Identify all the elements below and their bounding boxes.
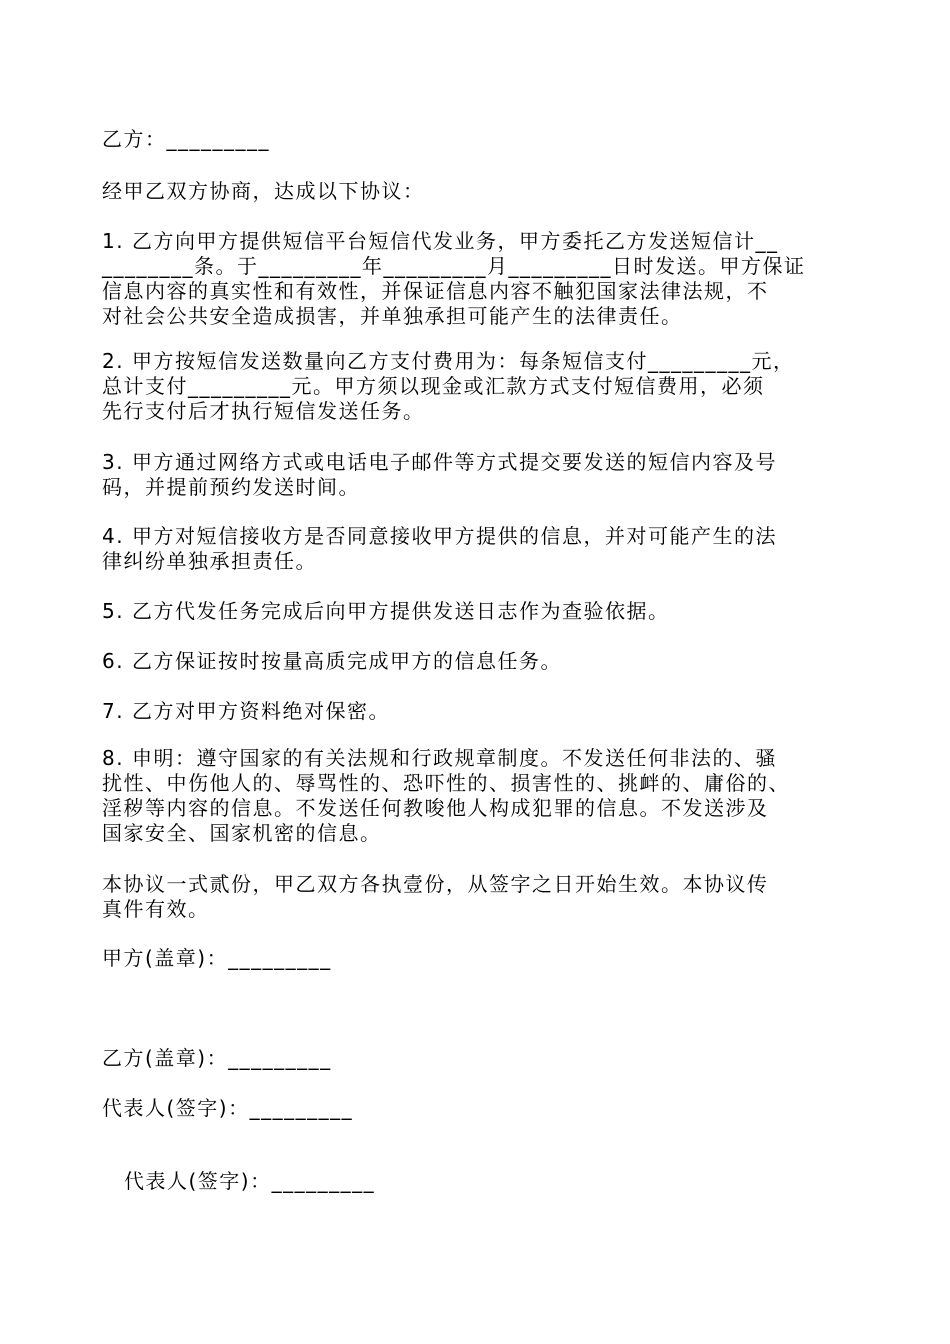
representative-signature-field: 代表人(签字)：_________ [102, 1096, 354, 1120]
clause-line: 1. 乙方向甲方提供短信平台短信代发业务，甲方委托乙方发送短信计__ [102, 229, 779, 253]
clause-line: 国家安全、国家机密的信息。 [102, 821, 382, 845]
closing-line: 本协议一式贰份，甲乙双方各执壹份，从签字之日开始生效。本协议传 [102, 872, 769, 896]
clause-line: 对社会公共安全造成损害，并单独承担可能产生的法律责任。 [102, 304, 683, 328]
agreement-intro: 经甲乙双方协商，达成以下协议： [102, 179, 425, 203]
closing-line: 真件有效。 [102, 897, 210, 921]
clause-line: 律纠纷单独承担责任。 [102, 549, 317, 573]
clause-line: 7. 乙方对甲方资料绝对保密。 [102, 699, 390, 723]
party-b-seal-field: 乙方(盖章)：_________ [102, 1046, 332, 1070]
clause-line: 4. 甲方对短信接收方是否同意接收甲方提供的信息，并对可能产生的法 [102, 524, 777, 548]
clause-line: 8. 申明：遵守国家的有关法规和行政规章制度。不发送任何非法的、骚 [102, 746, 777, 770]
clause-line: 6. 乙方保证按时按量高质完成甲方的信息任务。 [102, 649, 562, 673]
clause-line: 3. 甲方通过网络方式或电话电子邮件等方式提交要发送的短信内容及号 [102, 450, 777, 474]
clause-line: ________条。于_________年_________月_________日时发送。甲方保证 [102, 254, 806, 278]
clause-line: 信息内容的真实性和有效性，并保证信息内容不触犯国家法律法规，不 [102, 279, 769, 303]
party-b-header: 乙方：_________ [102, 127, 270, 151]
clause-line: 5. 乙方代发任务完成后向甲方提供发送日志作为查验依据。 [102, 599, 670, 623]
clause-line: 2. 甲方按短信发送数量向乙方支付费用为：每条短信支付_________元， [102, 349, 795, 373]
clause-line: 码，并提前预约发送时间。 [102, 475, 360, 499]
clause-line: 总计支付_________元。甲方须以现金或汇款方式支付短信费用，必须 [102, 374, 765, 398]
clause-line: 先行支付后才执行短信发送任务。 [102, 399, 425, 423]
representative-signature-field-2: 代表人(签字)：_________ [124, 1169, 376, 1193]
clause-line: 扰性、中伤他人的、辱骂性的、恐吓性的、损害性的、挑衅的、庸俗的、 [102, 771, 790, 795]
party-a-seal-field: 甲方(盖章)：_________ [102, 946, 332, 970]
clause-line: 淫秽等内容的信息。不发送任何教唆他人构成犯罪的信息。不发送涉及 [102, 796, 769, 820]
